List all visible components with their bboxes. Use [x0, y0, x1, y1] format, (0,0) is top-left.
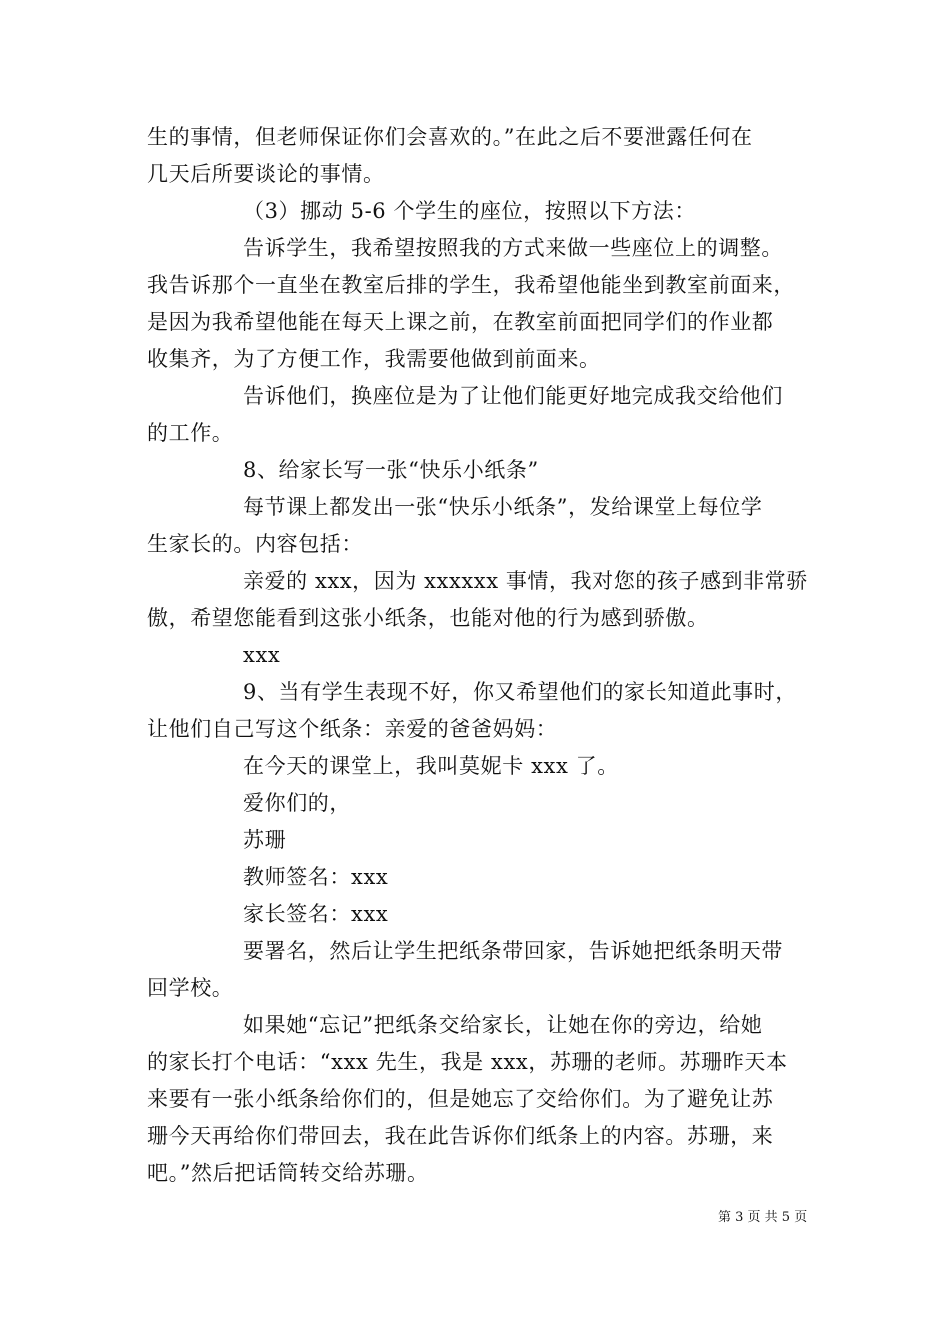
text-line: 傲，希望您能看到这张小纸条，也能对他的行为感到骄傲。 [147, 606, 709, 630]
text-line: 生的事情，但老师保证你们会喜欢的。”在此之后不要泄露任何在 [147, 125, 753, 149]
text-line: 吧。”然后把话筒转交给苏珊。 [147, 1161, 429, 1185]
text-line: 爱你们的， [243, 791, 351, 815]
text-line: 家长签名：xxx [243, 902, 389, 926]
text-line: 是因为我希望他能在每天上课之前，在教室前面把同学们的作业都 [147, 310, 774, 334]
text-line: 珊今天再给你们带回去，我在此告诉你们纸条上的内容。苏珊，来 [147, 1124, 774, 1148]
text-line: 教师签名：xxx [243, 865, 389, 889]
text-line: 在今天的课堂上，我叫莫妮卡 xxx 了。 [243, 754, 619, 778]
text-line: 亲爱的 xxx，因为 xxxxxx 事情，我对您的孩子感到非常骄 [243, 569, 808, 593]
text-line: 来要有一张小纸条给你们的，但是她忘了交给你们。为了避免让苏 [147, 1087, 774, 1111]
text-line: 让他们自己写这个纸条：亲爱的爸爸妈妈： [147, 717, 558, 741]
text-line: xxx [243, 643, 281, 667]
text-line: 告诉他们，换座位是为了让他们能更好地完成我交给他们 [243, 384, 783, 408]
text-line: 要署名，然后让学生把纸条带回家，告诉她把纸条明天带 [243, 939, 783, 963]
section-heading: 9、当有学生表现不好，你又希望他们的家长知道此事时， [243, 680, 797, 704]
text-line: 告诉学生，我希望按照我的方式来做一些座位上的调整。 [243, 236, 783, 260]
text-line: 收集齐，为了方便工作，我需要他做到前面来。 [147, 347, 601, 371]
text-line: 我告诉那个一直坐在教室后排的学生，我希望他能坐到教室前面来， [147, 273, 795, 297]
text-line: 生家长的。内容包括： [147, 532, 363, 556]
section-heading: 8、给家长写一张“快乐小纸条” [243, 458, 539, 482]
text-line: 的工作。 [147, 421, 234, 445]
text-line: 几天后所要谈论的事情。 [147, 162, 385, 186]
text-line: 每节课上都发出一张“快乐小纸条”，发给课堂上每位学 [243, 495, 763, 519]
text-line: （3）挪动 5-6 个学生的座位，按照以下方法： [243, 199, 696, 223]
text-line: 的家长打个电话：“xxx 先生，我是 xxx，苏珊的老师。苏珊昨天本 [147, 1050, 788, 1074]
page-number: 第 3 页 共 5 页 [718, 1210, 808, 1225]
text-line: 苏珊 [243, 828, 287, 852]
text-line: 回学校。 [147, 976, 234, 1000]
text-line: 如果她“忘记”把纸条交给家长，让她在你的旁边，给她 [243, 1013, 763, 1037]
